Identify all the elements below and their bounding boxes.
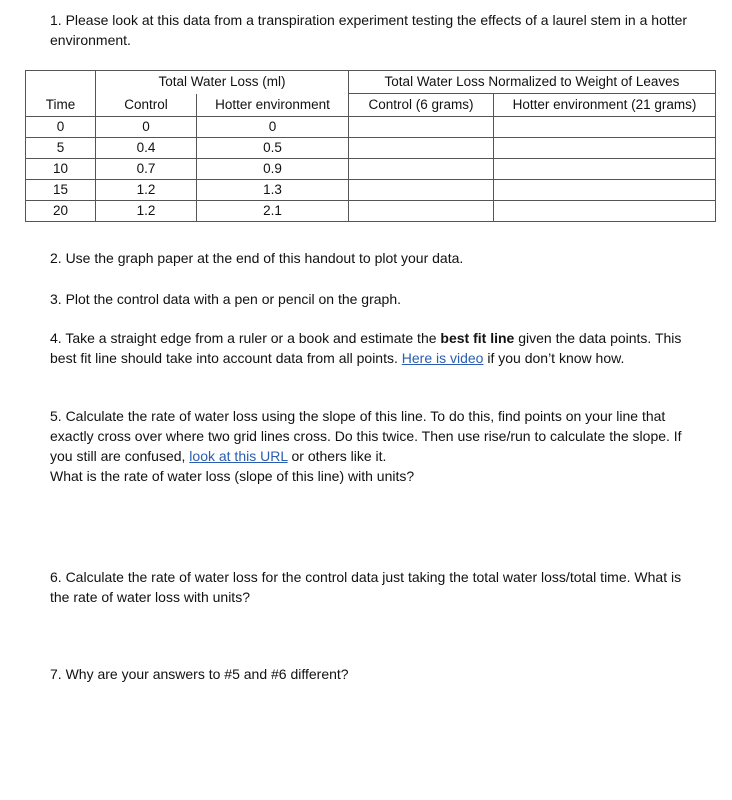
normalized-control-cell[interactable] (349, 117, 494, 138)
table-row (26, 201, 716, 222)
normalized-control-cell[interactable] (349, 180, 494, 201)
hotter-cell: 2.1 (197, 201, 349, 222)
question-4 (50, 328, 690, 368)
question-7: 7. Why are your answers to #5 and #6 different? (50, 666, 349, 682)
total-water-loss-header: Total Water Loss (ml) (96, 71, 349, 94)
hotter-cell: 0 (197, 117, 349, 138)
normalized-control-cell[interactable] (349, 201, 494, 222)
table-row (26, 138, 716, 159)
question-2: 2. Use the graph paper at the end of this handout to plot your data. (50, 250, 464, 266)
normalized-control-cell[interactable] (349, 138, 494, 159)
time-cell: 10 (26, 159, 96, 180)
time-header: Time (26, 94, 96, 117)
question-3: 3. Plot the control data with a pen or pencil on the graph. (50, 291, 402, 307)
transpiration-data-table (25, 70, 716, 222)
hotter-cell: 1.3 (197, 180, 349, 201)
table-row (26, 159, 716, 180)
time-header-top (26, 71, 96, 94)
normalized-hotter-cell[interactable] (494, 180, 716, 201)
table-row (26, 117, 716, 138)
normalized-hotter-cell[interactable] (494, 117, 716, 138)
question-5-text-end: or others like it. (287, 448, 387, 464)
video-link[interactable]: Here is video (401, 350, 484, 366)
control-cell: 0 (96, 117, 197, 138)
question-5 (50, 406, 690, 466)
hotter-cell: 0.9 (197, 159, 349, 180)
normalized-hotter-cell[interactable] (494, 138, 716, 159)
url-link[interactable]: look at this URL (189, 448, 288, 464)
normalized-header: Total Water Loss Normalized to Weight of Leaves (349, 71, 716, 94)
question-6: 6. Calculate the rate of water loss for the control data just taking the total water loss/total time. What is the rate of water loss with units? (50, 569, 682, 605)
time-cell: 20 (26, 201, 96, 222)
question-5-text: 5. Calculate the rate of water loss using the slope of this line. To do this, find points on your line that exactly cross over where two grid lines cross. Do this twice. Then use rise/run to calculate the slope. If you still are confused, (50, 408, 682, 464)
normalized-hotter-header: Hotter environment (21 grams) (494, 94, 716, 117)
question-4-text: 4. Take a straight edge from a ruler or a book and estimate the (50, 330, 441, 346)
question-4-text-end: if you don’t know how. (483, 350, 625, 366)
control-cell: 0.4 (96, 138, 197, 159)
control-cell: 1.2 (96, 201, 197, 222)
control-cell: 1.2 (96, 180, 197, 201)
table-row (26, 180, 716, 201)
normalized-control-cell[interactable] (349, 159, 494, 180)
question-5-prompt: What is the rate of water loss (slope of this line) with units? (50, 468, 415, 484)
time-cell: 5 (26, 138, 96, 159)
control-header: Control (96, 94, 197, 117)
normalized-hotter-cell[interactable] (494, 201, 716, 222)
hotter-header: Hotter environment (197, 94, 349, 117)
hotter-cell: 0.5 (197, 138, 349, 159)
question-4-bold-term: best fit line (440, 330, 515, 346)
question-1: 1. Please look at this data from a transpiration experiment testing the effects of a laurel stem in a hotter environment. (50, 12, 688, 48)
time-cell: 0 (26, 117, 96, 138)
time-cell: 15 (26, 180, 96, 201)
question-4-text-middle: given the data points. This best fit line should take into account data from all points. (50, 330, 682, 366)
normalized-control-header: Control (6 grams) (349, 94, 494, 117)
control-cell: 0.7 (96, 159, 197, 180)
normalized-hotter-cell[interactable] (494, 159, 716, 180)
